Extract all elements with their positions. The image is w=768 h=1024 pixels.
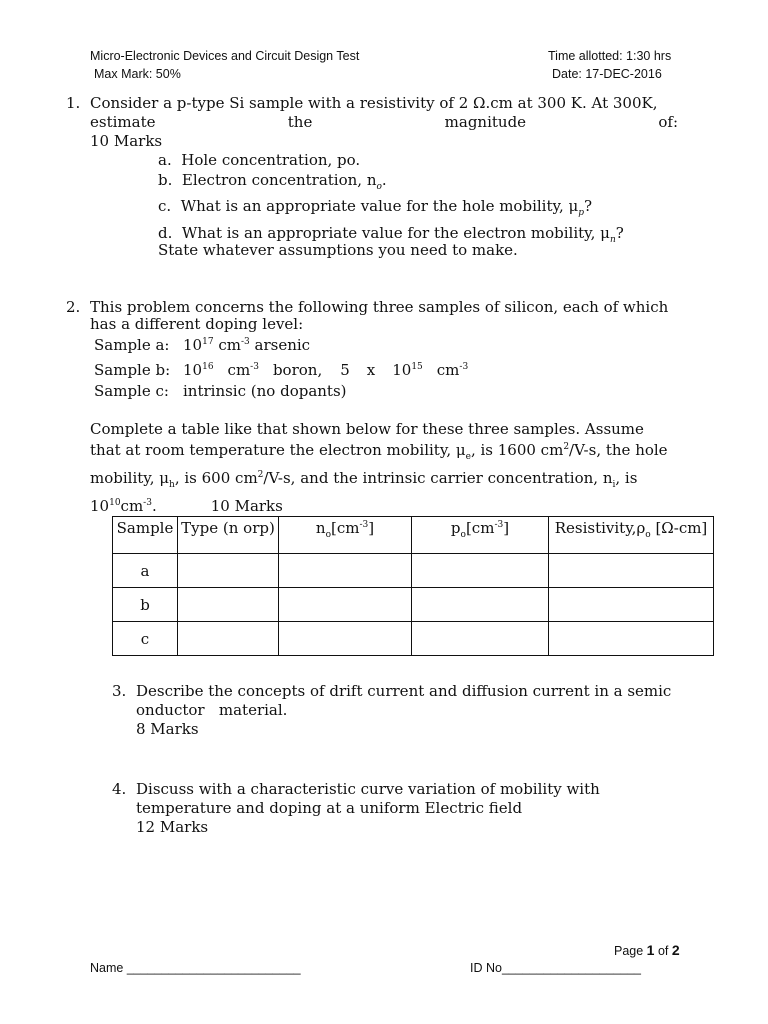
dopant-exponent: 16: [202, 362, 214, 372]
table-instructions: [90, 420, 678, 515]
text: , is 600 cm: [174, 469, 258, 487]
question-1-line: Consider a p-type Si sample with a resistivity of 2 Ω.cm at 300 K. At 300K,: [90, 94, 658, 112]
table-cell[interactable]: [412, 622, 549, 656]
text: [Ω-cm]: [650, 519, 708, 537]
header-electron-concentration: $n_o[cm^{-3}]$: [279, 517, 412, 554]
question-3-line: Describe the concepts of drift current and diffusion current in a semic: [136, 682, 672, 700]
table-row: [113, 554, 714, 588]
max-mark: Max Mark: 50%: [94, 67, 181, 81]
table-cell[interactable]: [279, 554, 412, 588]
sample-c: [94, 380, 347, 402]
question-4: [112, 780, 692, 837]
assumption-note: State whatever assumptions you need to make.: [158, 241, 518, 259]
question-number: 4.: [112, 780, 127, 798]
word: of:: [658, 113, 678, 131]
text: ]: [503, 519, 510, 537]
text: ]: [368, 519, 375, 537]
instruction-line: [90, 494, 678, 515]
second-dopant-number: 5: [340, 361, 350, 379]
question-number: 3.: [112, 682, 127, 700]
sample-label: Sample a:: [94, 336, 170, 354]
subitem-tail: ?: [584, 197, 593, 215]
subitem-tail: ?: [615, 223, 624, 242]
text: , is 1600 cm: [470, 441, 564, 459]
table-cell[interactable]: [178, 588, 279, 622]
sample-label: Sample b:: [94, 361, 171, 379]
sample-label: Sample c:: [94, 382, 169, 400]
subitem-a: [158, 151, 624, 171]
second-dopant-exponent: 15: [411, 362, 423, 372]
text: p: [450, 519, 461, 537]
dopant-base: 10: [183, 336, 203, 354]
subitem-tail: .: [381, 170, 387, 189]
dopant-base: 10: [183, 361, 203, 379]
question-1-justified-line: [90, 113, 678, 132]
question-2: [66, 299, 678, 333]
results-table: [112, 516, 714, 656]
superscript: 10: [109, 498, 121, 508]
text: Page: [614, 944, 647, 958]
subscript: p: [578, 208, 585, 218]
text: 10: [90, 497, 110, 515]
question-3-line: onductor material.: [136, 701, 288, 719]
text: cm: [120, 497, 144, 515]
second-unit: cm: [436, 361, 460, 379]
instruction-line: [90, 466, 678, 494]
subitem-b: [158, 171, 624, 198]
question-1-marks: 10 Marks: [90, 132, 163, 150]
table-header-row: [113, 517, 714, 554]
header-type: Type (n orp): [178, 517, 279, 554]
subscript: i: [612, 480, 616, 490]
superscript: 2: [257, 470, 264, 480]
instruction-line: Complete a table like that shown below for these three samples. Assume: [90, 420, 644, 438]
table-cell[interactable]: [178, 622, 279, 656]
page-number: [614, 942, 680, 958]
unit-exponent: -3: [250, 362, 259, 372]
table-cell[interactable]: [412, 554, 549, 588]
text: of: [654, 944, 672, 958]
superscript: 2: [563, 442, 570, 452]
text: that at room temperature the electron mobility, μ: [90, 441, 466, 459]
name-field[interactable]: Name _________________________: [90, 961, 301, 975]
times-sign: x: [366, 361, 376, 379]
header-resistivity: $Resistivity,\rho_o$ [Ω-cm]: [549, 517, 714, 554]
question-3: [112, 682, 692, 739]
instruction-line: [90, 438, 678, 466]
unit: cm: [227, 361, 251, 379]
table-cell[interactable]: [279, 622, 412, 656]
text: , is: [615, 469, 638, 487]
question-3-marks: 8 Marks: [136, 720, 199, 738]
table-cell[interactable]: [178, 554, 279, 588]
table-cell[interactable]: [412, 588, 549, 622]
current-page: 1: [646, 942, 655, 958]
header-hole-concentration: $p_o[cm^{-3}]$: [412, 517, 549, 554]
question-4-line: Discuss with a characteristic curve variation of mobility with: [136, 780, 600, 798]
dopant-name: arsenic: [254, 336, 311, 354]
text: n: [315, 519, 326, 537]
sample-b: [94, 356, 468, 381]
table-cell[interactable]: [279, 588, 412, 622]
word: magnitude: [444, 113, 527, 131]
subitem-label: a.: [158, 151, 172, 169]
table-row: [113, 588, 714, 622]
time-allotted: Time allotted: 1:30 hrs: [548, 49, 672, 63]
subitem-text: Hole concentration, po.: [181, 151, 361, 169]
subscript: n: [609, 234, 616, 245]
question-number: 1.: [66, 94, 81, 112]
subscript: e: [465, 452, 471, 462]
word: the: [287, 113, 313, 131]
second-unit-exponent: -3: [459, 362, 469, 372]
question-2-marks: 10 Marks: [210, 497, 283, 515]
superscript: -3: [143, 498, 152, 508]
row-label: b: [113, 588, 178, 622]
sample-c-description: intrinsic (no dopants): [183, 382, 347, 400]
text: [cm: [465, 519, 495, 537]
text: .: [151, 497, 157, 515]
table-row: [113, 622, 714, 656]
exam-date: Date: 17-DEC-2016: [552, 67, 662, 81]
question-1-subitems: [158, 151, 624, 250]
dopant-exponent: 17: [202, 337, 214, 347]
subitem-label: b.: [158, 170, 173, 189]
total-pages: 2: [671, 942, 680, 958]
dopant-name: boron,: [272, 361, 323, 379]
text: Resistivity,ρ: [554, 519, 646, 537]
unit: cm: [218, 336, 241, 354]
question-2-line: This problem concerns the following three samples of silicon, each of which: [90, 298, 669, 316]
id-field[interactable]: ID No____________________: [470, 961, 641, 975]
unit-exponent: -3: [240, 337, 250, 347]
test-title: Micro-Electronic Devices and Circuit Design Test: [90, 49, 360, 63]
subitem-text: What is an appropriate value for the electron mobility, μ: [181, 223, 610, 242]
table-cell[interactable]: [549, 588, 714, 622]
question-2-line: has a different doping level:: [90, 315, 304, 333]
question-4-marks: 12 Marks: [136, 818, 209, 836]
second-dopant-base: 10: [392, 361, 412, 379]
subitem-text: What is an appropriate value for the hole mobility, μ: [180, 197, 579, 215]
text: /V-s, the hole: [569, 441, 668, 459]
text: /V-s, and the intrinsic carrier concentration, n: [263, 469, 613, 487]
question-4-line: temperature and doping at a uniform Electric field: [136, 799, 523, 817]
question-number: 2.: [66, 298, 81, 316]
row-label: c: [113, 622, 178, 656]
subscript: o: [376, 181, 382, 192]
subscript: h: [169, 480, 175, 490]
question-1: [66, 94, 678, 151]
word: estimate: [90, 113, 156, 131]
header-sample: Sample: [113, 517, 178, 554]
subitem-text: Electron concentration, n: [181, 170, 377, 189]
subitem-label: d.: [158, 223, 173, 242]
subitem-c: [158, 197, 624, 224]
text: [cm: [330, 519, 360, 537]
table-cell[interactable]: [549, 622, 714, 656]
text: mobility, μ: [90, 469, 170, 487]
subitem-label: c.: [158, 197, 172, 215]
sample-a: [94, 331, 310, 356]
row-label: a: [113, 554, 178, 588]
table-cell[interactable]: [549, 554, 714, 588]
